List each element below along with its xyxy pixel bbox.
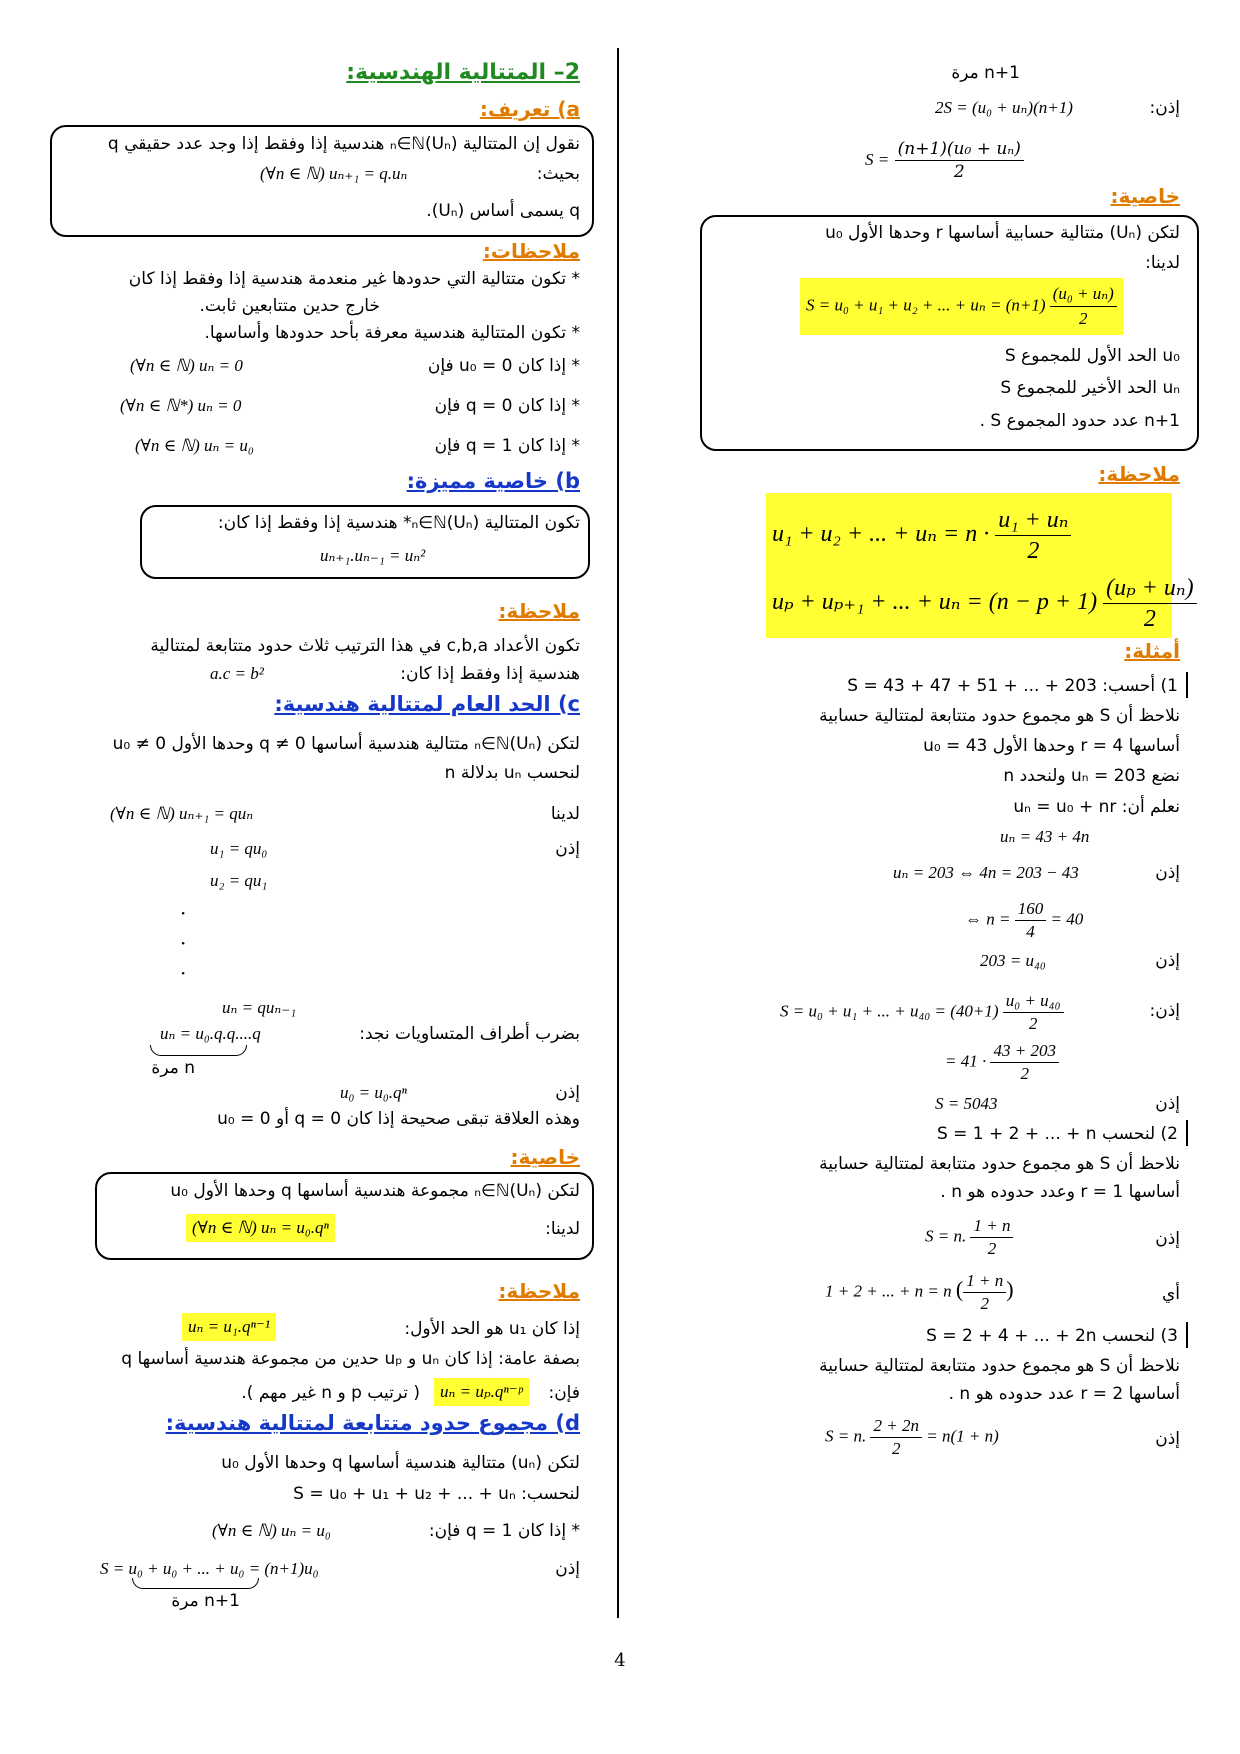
example-3-line-1: نلاحظ أن S هو مجموع حدود متتابعة لمتتالية حسابية — [819, 1356, 1180, 1376]
notes-title: ملاحظات: — [482, 239, 580, 263]
example-2-therefore: إذن — [1155, 1229, 1180, 1249]
note-3-label: * إذا كان u₀ = 0 فإن — [427, 356, 580, 376]
example-3-heading: 3) لنحسب S = 2 + 4 + ... + 2n — [926, 1326, 1178, 1346]
subtitle-general-term: c) الحد العام لمتتالية هندسية: — [274, 692, 580, 716]
fraction-numerator: 1 + n — [963, 1270, 1006, 1293]
remark-line-2-label: هندسية إذا وفقط إذا كان: — [400, 664, 580, 684]
arith-remark-formula-1 — [772, 505, 1071, 566]
definition-line-2-label: بحيث: — [536, 164, 580, 184]
equation-product: uₙ = u₀.q.q....q — [160, 1024, 261, 1043]
equation-general-term: u₀ = u₀.qⁿ — [340, 1083, 407, 1102]
label-n1-times-top: n+1 مرة — [951, 63, 1020, 83]
remark-formula-2-lhs: uₚ + uₚ₊₁ + ... + uₙ = (n − p + 1) — [772, 589, 1098, 616]
fraction-numerator: u₀ + u₄₀ — [1003, 990, 1064, 1013]
remark-line-1: تكون الأعداد c,b,a في هذا الترتيب ثلاث حدود متتابعة لمتتالية — [150, 636, 580, 656]
underbrace-n1-times — [132, 1578, 259, 1589]
property-line-1: لتكن (Uₙ)ₙ∈ℕ مجموعة هندسية أساسها q وحدها الأول u₀ — [170, 1181, 580, 1201]
property-line-2-label: لدينا: — [545, 1219, 580, 1239]
example-1-line-8: 203 = u₄₀ — [980, 951, 1046, 970]
example-2-line-4 — [825, 1270, 1014, 1315]
definition-line-2-formula: (∀n ∈ ℕ) uₙ₊₁ = q.uₙ — [260, 164, 408, 183]
sum-line-3-label: * إذا كان q = 1 فإن: — [428, 1521, 580, 1541]
note-3-formula: (∀n ∈ ℕ) uₙ = 0 — [130, 356, 243, 375]
fraction-S-arith — [895, 138, 1024, 183]
fraction-denominator: 2 — [1028, 1014, 1038, 1033]
example-1-line-2: أساسها r = 4 وحدها الأول u₀ = 43 — [923, 736, 1180, 756]
fraction-numerator: (n+1)(u₀ + uₙ) — [895, 138, 1024, 161]
note-4-formula: (∀n ∈ ℕ*) uₙ = 0 — [120, 396, 242, 415]
equation-S-arith — [865, 138, 1024, 183]
sum-line-3-formula: (∀n ∈ ℕ) uₙ = u₀ — [212, 1521, 331, 1540]
example-2-that-is: أي — [1161, 1284, 1180, 1304]
label-therefore: إذن — [555, 839, 580, 859]
column-divider — [617, 48, 619, 1618]
equation-un-recurrence: uₙ = quₙ₋₁ — [222, 998, 297, 1017]
equation-sum-q1: S = u₀ + u₀ + ... + u₀ = (n+1)u₀ — [100, 1559, 319, 1578]
ex3-l3-fraction — [870, 1415, 921, 1460]
remark-formula-1-lhs: u₁ + u₂ + ... + uₙ = n · — [772, 521, 990, 548]
page-number: 4 — [614, 1650, 626, 1671]
remark2-line-2: بصفة عامة: إذا كان uₙ و uₚ حدين من مجموعة هندسية أساسها q — [121, 1349, 580, 1369]
general-term-line-2: لنحسب uₙ بدلالة n — [444, 763, 580, 783]
ex2-l3-lhs: S = n. — [925, 1226, 967, 1246]
fraction-numerator: (uₚ + uₙ) — [1103, 573, 1197, 604]
equation-2S: 2S = (u₀ + uₙ)(n+1) — [935, 98, 1073, 117]
label-therefore-2: إذن — [555, 1083, 580, 1103]
general-term-line-1: لتكن (Uₙ)ₙ∈ℕ متتالية هندسية أساسها q ≠ 0 وحدها الأول u₀ ≠ 0 — [112, 734, 580, 754]
property-title: خاصية: — [510, 1145, 580, 1169]
ex3-l3-lhs: S = n. — [825, 1426, 867, 1446]
note-5-label: * إذا كان q = 1 فإن — [434, 436, 580, 456]
underbrace-n-times — [150, 1045, 247, 1056]
note-1: * تكون متتالية التي حدودها غير منعدمة هندسية إذا وفقط إذا كان — [128, 269, 580, 289]
label-n1-times: n+1 مرة — [171, 1591, 240, 1611]
example-2-line-3 — [925, 1215, 1013, 1260]
fraction-denominator: 4 — [1026, 922, 1035, 941]
general-term-validity: وهذه العلاقة تبقى صحيحة إذا كان q = 0 أو u₀ = 0 — [217, 1109, 580, 1129]
examples-title: أمثلة: — [1124, 639, 1180, 663]
label-therefore-sum: إذن — [555, 1559, 580, 1579]
note-1b: خارج حدين متتابعين ثابت. — [199, 296, 380, 316]
fraction-denominator: 2 — [987, 1239, 997, 1258]
arith-property-line-5: uₙ الحد الأخير للمجموع S — [1000, 378, 1180, 398]
example-1-line-5: uₙ = 43 + 4n — [1000, 827, 1090, 846]
paren-close: ) — [1006, 1276, 1014, 1302]
remark2-line-1-label: إذا كان u₁ هو الحد الأول: — [404, 1319, 580, 1339]
section-title-geometric: 2– المتتالية الهندسية: — [346, 60, 580, 85]
arith-remark-formula-2 — [772, 573, 1197, 634]
ex1-l9-lhs: S = u₀ + u₁ + ... + u₄₀ = (40+1) — [780, 1001, 999, 1021]
arith-property-line-2: لدينا: — [1145, 253, 1180, 273]
fraction-denominator: 2 — [1079, 309, 1088, 328]
fraction-numerator: 160 — [1015, 898, 1047, 921]
arith-formula-lhs: S = u₀ + u₁ + u₂ + ... + uₙ = (n+1) — [806, 295, 1046, 315]
equation-u1: u₁ = qu₀ — [210, 839, 268, 858]
example-1-heading: 1) أحسب: S = 43 + 47 + 51 + ... + 203 — [847, 676, 1178, 696]
ex3-l3-rhs: = n(1 + n) — [926, 1426, 999, 1446]
example-1-line-4: نعلم أن: uₙ = u₀ + nr — [1013, 797, 1180, 817]
example-3-therefore: إذن — [1155, 1429, 1180, 1449]
sum-line-2: لنحسب: S = u₀ + u₁ + u₂ + ... + uₙ — [293, 1484, 580, 1504]
paren-open: ( — [955, 1276, 964, 1302]
subtitle-geometric-sum: d) مجموع حدود متتابعة لمتتالية هندسية: — [165, 1411, 580, 1435]
vertical-dot-1: · — [180, 901, 187, 925]
fraction-denominator: 2 — [953, 162, 965, 182]
definition-line-3: q يسمى أساس (Uₙ). — [426, 201, 580, 221]
example-1-line-7 — [965, 898, 1083, 943]
example-1-therefore-3: إذن: — [1149, 1001, 1180, 1021]
vertical-dot-2: · — [180, 931, 187, 955]
remark2-formula2-highlight: uₙ = uₚ.qⁿ⁻ᵖ — [434, 1378, 529, 1406]
example-1-line-3: نضع uₙ = 203 ولنحدد n — [1003, 766, 1180, 786]
example-1-line-1: نلاحظ أن S هو مجموع حدود متتابعة لمتتالية حسابية — [819, 706, 1180, 726]
example-2-marker — [1186, 1120, 1188, 1146]
note-4-label: * إذا كان q = 0 فإن — [434, 396, 580, 416]
label-we-have: لدينا — [550, 804, 580, 824]
characteristic-line-1: تكون المتتالية (Uₙ)ₙ∈ℕ* هندسية إذا وفقط إذا كان: — [217, 513, 580, 533]
sum-line-1: لتكن (uₙ) متتالية هندسية أساسها q وحدها الأول u₀ — [221, 1453, 580, 1473]
fraction-numerator: 1 + n — [970, 1215, 1013, 1238]
example-2-heading: 2) لنحسب S = 1 + 2 + ... + n — [936, 1124, 1178, 1144]
subtitle-characteristic: b) خاصية مميزة: — [406, 469, 580, 493]
subtitle-definition: a) تعريف: — [479, 97, 580, 121]
arith-property-title: خاصية: — [1110, 184, 1180, 208]
remark2-line-3-label: فإن: — [548, 1383, 580, 1403]
arith-remark-title: ملاحظة: — [1098, 462, 1180, 486]
ex1-l7-lhs: ⇔ n = — [965, 909, 1011, 929]
example-1-marker — [1186, 672, 1188, 698]
arith-property-line-4: u₀ الحد الأول للمجموع S — [1004, 346, 1180, 366]
note-5-formula: (∀n ∈ ℕ) uₙ = u₀ — [135, 436, 254, 455]
equation-u2: u₂ = qu₁ — [210, 871, 268, 890]
label-therefore-top: إذن: — [1149, 98, 1180, 118]
ex1-l7-rhs: = 40 — [1050, 909, 1084, 929]
example-1-therefore-4: إذن — [1155, 1094, 1180, 1114]
equation-S-lhs: S = — [865, 150, 890, 169]
remark2-formula-highlight: uₙ = u₁.qⁿ⁻¹ — [182, 1313, 276, 1341]
arith-property-line-6: n+1 عدد حدود المجموع S . — [979, 411, 1180, 431]
remark-formula-2-fraction — [1103, 573, 1197, 634]
ex2-l4-fraction — [963, 1270, 1006, 1315]
label-n-times: n مرة — [151, 1058, 195, 1078]
example-1-line-6: uₙ = 203 ⇔ 4n = 203 − 43 — [893, 863, 1079, 882]
example-3-line-2: أساسها r = 2 عدد حدوده هو n . — [948, 1384, 1180, 1404]
example-1-line-9 — [780, 990, 1064, 1035]
ex1-l10-lhs: = 41 · — [945, 1051, 987, 1071]
remark2-title: ملاحظة: — [498, 1279, 580, 1303]
characteristic-formula: uₙ₊₁.uₙ₋₁ = uₙ² — [320, 546, 426, 565]
example-3-marker — [1186, 1322, 1188, 1348]
label-multiply: بضرب أطراف المتساويات نجد: — [359, 1024, 580, 1044]
arith-sum-formula-highlight — [800, 278, 1123, 335]
remark2-line-3-note: ( ترتيب p و n غير مهم ). — [241, 1383, 420, 1403]
fraction-denominator: 2 — [1143, 606, 1156, 632]
arith-property-line-1: لتكن (Uₙ) متتالية حسابية أساسها r وحدها الأول u₀ — [825, 223, 1180, 243]
vertical-dot-3: · — [180, 961, 187, 985]
fraction-numerator: u₁ + uₙ — [995, 505, 1071, 536]
equation-recurrence: (∀n ∈ ℕ) uₙ₊₁ = quₙ — [110, 804, 254, 823]
example-1-line-10 — [945, 1040, 1059, 1085]
example-2-line-1: نلاحظ أن S هو مجموع حدود متتابعة لمتتالية حسابية — [819, 1154, 1180, 1174]
ex1-l7-fraction — [1015, 898, 1047, 943]
fraction-denominator: 2 — [1020, 1064, 1029, 1083]
example-2-line-2: أساسها r = 1 وعدد حدوده هو n . — [940, 1182, 1180, 1202]
fraction-numerator: 43 + 203 — [990, 1040, 1058, 1063]
fraction-denominator: 2 — [980, 1294, 989, 1313]
ex1-l10-fraction — [990, 1040, 1058, 1085]
example-1-therefore-1: إذن — [1155, 863, 1180, 883]
property-formula-highlight: (∀n ∈ ℕ) uₙ = u₀.qⁿ — [186, 1214, 335, 1242]
arith-formula-fraction — [1050, 282, 1117, 331]
ex2-l3-fraction — [970, 1215, 1013, 1260]
remark-line-2-formula: a.c = b² — [210, 664, 264, 683]
fraction-denominator: 2 — [1027, 538, 1040, 564]
example-1-result: S = 5043 — [935, 1094, 998, 1113]
fraction-numerator: (u₀ + uₙ) — [1050, 282, 1117, 307]
note-2: * تكون المتتالية هندسية معرفة بأحد حدودها وأساسها. — [204, 323, 580, 343]
fraction-numerator: 2 + 2n — [870, 1415, 921, 1438]
remark-formula-1-fraction — [995, 505, 1071, 566]
definition-line-1: نقول إن المتتالية (Uₙ)ₙ∈ℕ هندسية إذا وفقط إذا وجد عدد حقيقي q — [107, 134, 580, 154]
example-3-line-3 — [825, 1415, 999, 1460]
ex1-l9-fraction — [1003, 990, 1064, 1035]
example-1-therefore-2: إذن — [1155, 951, 1180, 971]
fraction-denominator: 2 — [891, 1439, 901, 1458]
ex2-l4-lhs: 1 + 2 + ... + n = n — [825, 1281, 952, 1301]
remark-title: ملاحظة: — [498, 599, 580, 623]
